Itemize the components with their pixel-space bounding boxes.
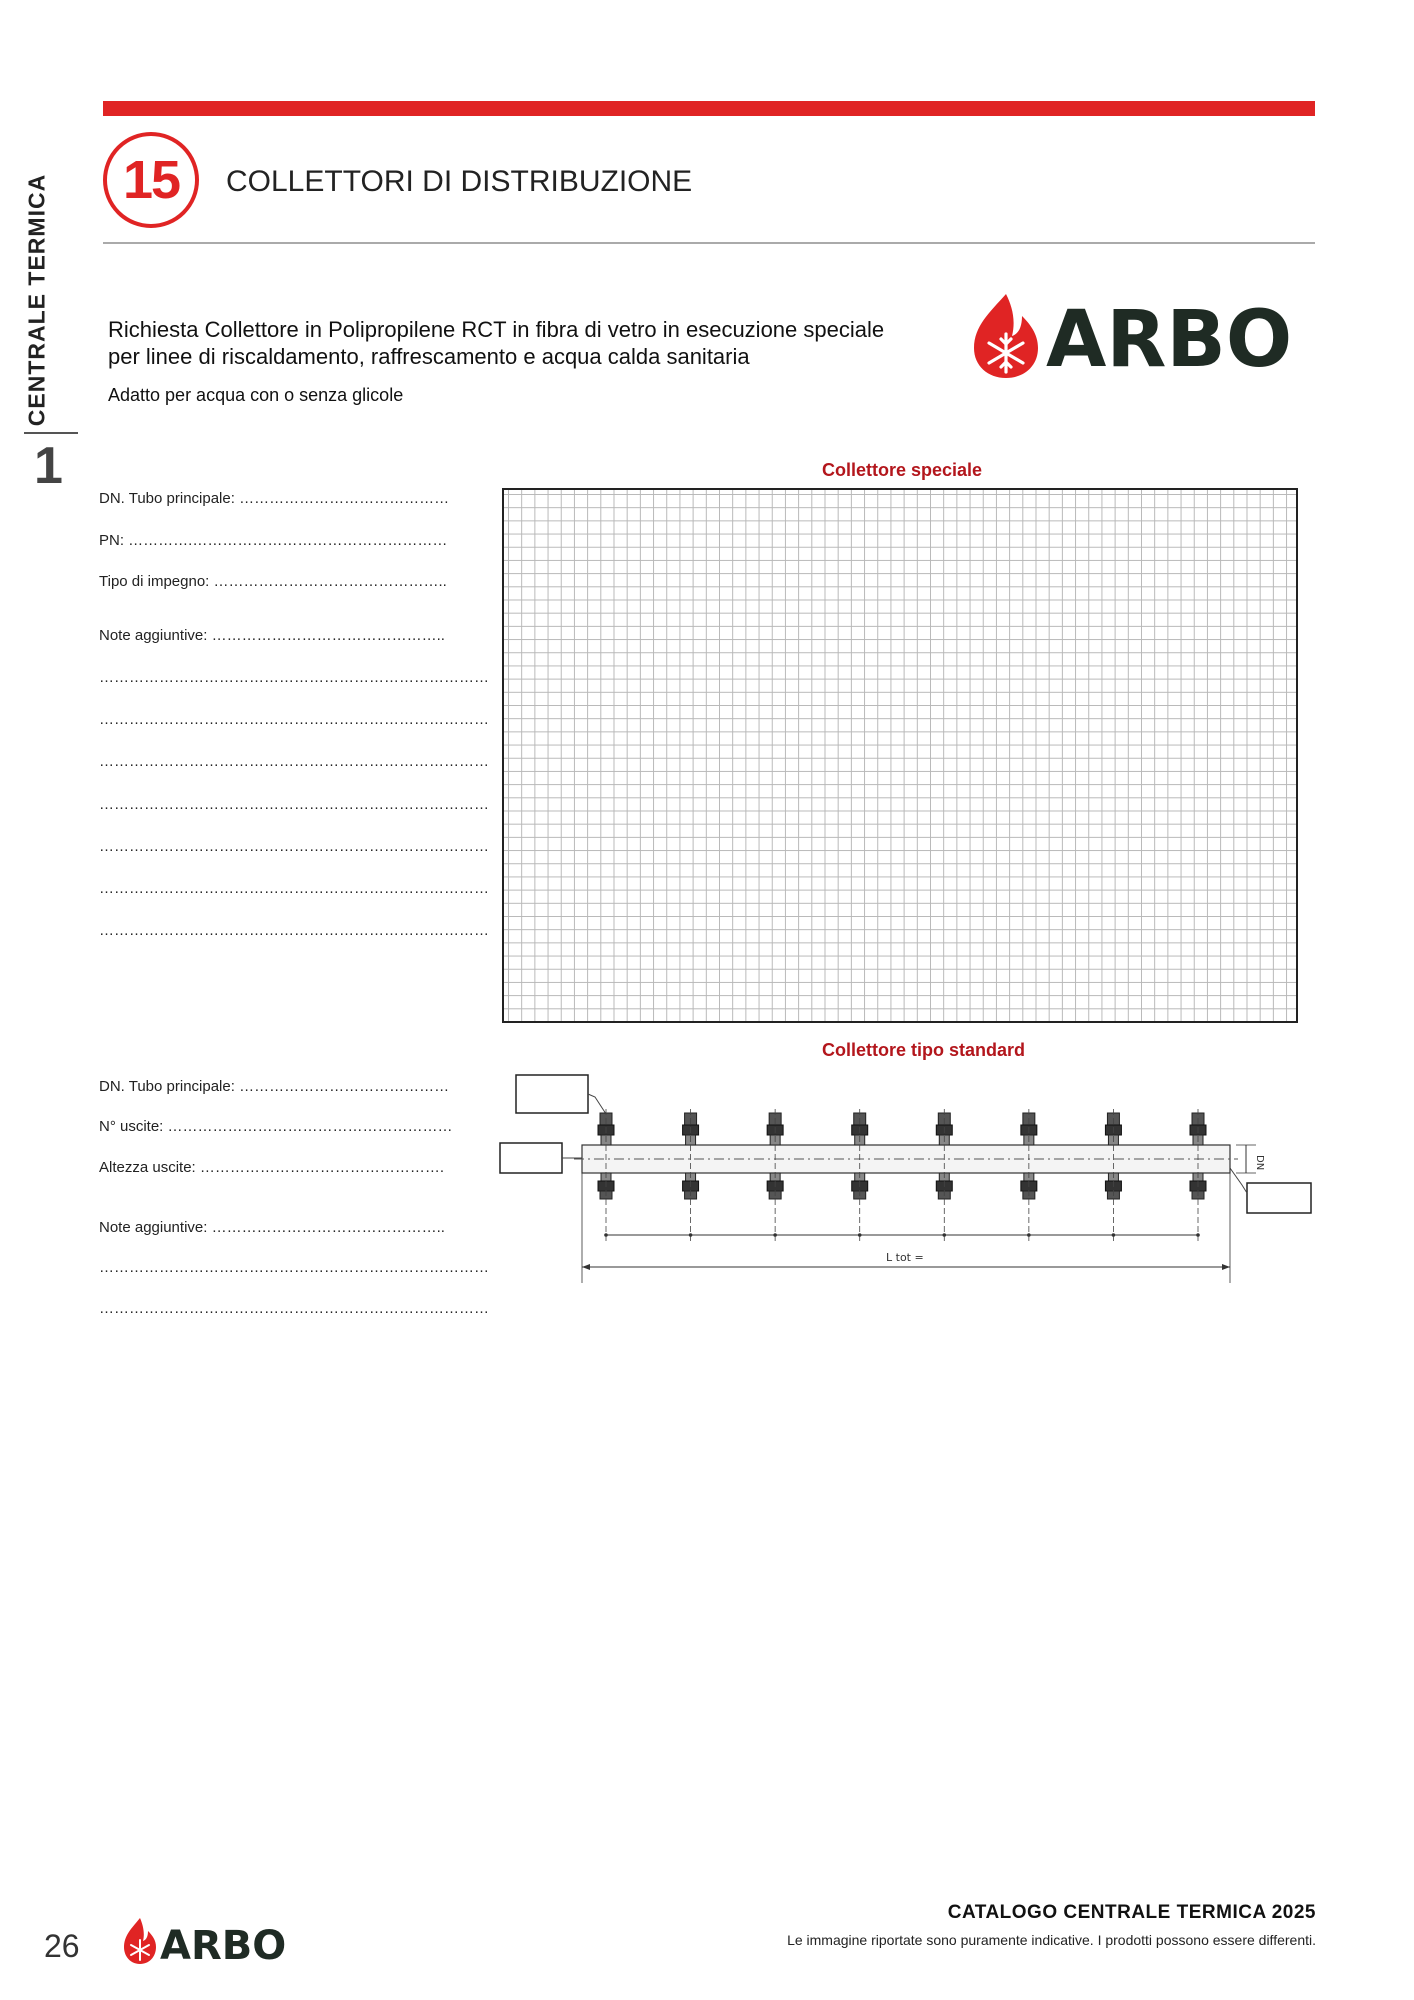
page-number: 26 bbox=[44, 1928, 80, 1964]
outlet bbox=[767, 1109, 783, 1241]
special-field-dn[interactable]: DN. Tubo principale: …………………………………… bbox=[99, 490, 450, 507]
special-note-line[interactable]: …………………………………………………………………… bbox=[99, 922, 489, 939]
dn-dimension-label: DN bbox=[1254, 1155, 1265, 1171]
standard-collector-diagram bbox=[490, 1065, 1320, 1290]
standard-collector-heading: Collettore tipo standard bbox=[822, 1040, 1026, 1060]
sidebar-divider bbox=[24, 432, 78, 434]
intro-line-2: per linee di riscaldamento, raffrescamento e acqua calda sanitaria bbox=[108, 344, 750, 369]
header-divider bbox=[103, 242, 1315, 244]
sidebar-chapter-number: 1 bbox=[34, 437, 63, 495]
special-note-line[interactable]: …………………………………………………………………… bbox=[99, 753, 489, 770]
outlet bbox=[852, 1109, 868, 1241]
outlet bbox=[1190, 1109, 1206, 1241]
outlet bbox=[1021, 1109, 1037, 1241]
outlet bbox=[1105, 1109, 1121, 1241]
disclaimer-text: Le immagine riportate sono puramente indicative. I prodotti possono essere differenti. bbox=[787, 1932, 1316, 1948]
special-note-line[interactable]: …………………………………………………………………… bbox=[99, 711, 489, 728]
standard-field-note[interactable]: Note aggiuntive: ……………………………………….. bbox=[99, 1219, 445, 1236]
outlet bbox=[683, 1109, 699, 1241]
standard-field-dn[interactable]: DN. Tubo principale: …………………………………… bbox=[99, 1078, 450, 1095]
special-field-pn[interactable]: PN: ………….…………………………………………… bbox=[99, 532, 448, 549]
special-note-line[interactable]: …………………………………………………………………… bbox=[99, 669, 489, 686]
section-number-badge: 15 bbox=[103, 132, 199, 228]
total-length-label: L tot = bbox=[886, 1251, 924, 1264]
callout-box-inlet[interactable] bbox=[500, 1143, 562, 1173]
special-note-line[interactable]: …………………………………………………………………… bbox=[99, 796, 489, 813]
top-accent-bar bbox=[103, 101, 1315, 116]
standard-note-line[interactable]: …………………………………………………………………… bbox=[99, 1300, 489, 1317]
special-field-tipo-impegno[interactable]: Tipo di impegno: ……………………………………….. bbox=[99, 573, 447, 590]
intro-line-1: Richiesta Collettore in Polipropilene RCT in fibra di vetro in esecuzione speciale bbox=[108, 317, 885, 342]
footer-flame-icon bbox=[124, 1918, 156, 1964]
arbo-logo bbox=[968, 290, 1318, 380]
flame-snowflake-icon bbox=[974, 294, 1038, 378]
outlet bbox=[936, 1109, 952, 1241]
standard-field-uscite[interactable]: N° uscite: ………………………………………………… bbox=[99, 1118, 453, 1135]
section-title: COLLETTORI DI DISTRIBUZIONE bbox=[226, 165, 693, 198]
callout-box-outlet-end[interactable] bbox=[1247, 1183, 1311, 1213]
special-note-line[interactable]: …………………………………………………………………… bbox=[99, 838, 489, 855]
outlet-group bbox=[598, 1109, 1206, 1241]
callout-box-outlet[interactable] bbox=[516, 1075, 588, 1113]
drawing-grid[interactable] bbox=[502, 488, 1298, 1023]
outlet bbox=[598, 1109, 614, 1241]
special-note-line[interactable]: …………………………………………………………………… bbox=[99, 880, 489, 897]
standard-field-altezza[interactable]: Altezza uscite: …………………………………………. bbox=[99, 1159, 445, 1176]
special-collector-heading: Collettore speciale bbox=[822, 460, 983, 480]
brand-wordmark: ARBO bbox=[1046, 295, 1293, 380]
sidebar-section-label bbox=[22, 170, 52, 430]
sidebar-label-text: CENTRALE TERMICA bbox=[23, 173, 50, 427]
catalog-title: CATALOGO CENTRALE TERMICA 2025 bbox=[947, 1902, 1316, 1923]
intro-note: Adatto per acqua con o senza glicole bbox=[108, 385, 404, 405]
standard-note-line[interactable]: …………………………………………………………………… bbox=[99, 1259, 489, 1276]
intro-text bbox=[108, 316, 948, 370]
special-field-note[interactable]: Note aggiuntive: ……………………………………….. bbox=[99, 627, 445, 644]
footer-arbo-logo bbox=[122, 1916, 312, 1966]
footer-brand-wordmark: ARBO bbox=[160, 1923, 287, 1966]
